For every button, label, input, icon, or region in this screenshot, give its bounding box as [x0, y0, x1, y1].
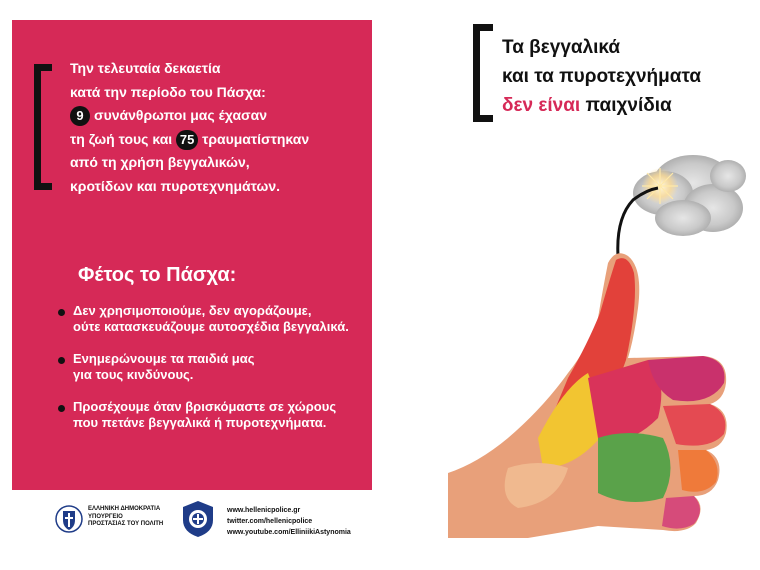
intro-line-text: τη ζωή τους και	[70, 130, 173, 147]
deaths-badge: 9	[70, 106, 90, 126]
twitter-link[interactable]: twitter.com/hellenicpolice	[227, 518, 313, 525]
ministry-label	[88, 506, 163, 529]
injured-badge: 75	[176, 130, 198, 150]
list-item	[58, 399, 358, 431]
intro-text	[70, 57, 365, 198]
list-item	[58, 303, 358, 335]
youtube-link[interactable]: www.youtube.com/ElliniikiAstynomia	[227, 529, 351, 536]
intro-line: Την τελευταία δεκαετία	[70, 60, 221, 76]
footer	[55, 500, 375, 540]
title-line: και τα πυροτεχνήματα	[502, 66, 702, 87]
bracket-decoration	[473, 24, 493, 122]
ministry-line: ΕΛΛΗΝΙΚΗ ΔΗΜΟΚΡΑΤΙΑ	[88, 506, 161, 512]
intro-line: από τη χρήση βεγγαλικών,	[70, 154, 250, 170]
website-link[interactable]: www.hellenicpolice.gr	[227, 507, 301, 514]
bracket-decoration	[34, 64, 52, 190]
list-item	[58, 351, 358, 383]
police-badge-icon	[181, 500, 215, 538]
title-rest: παιχνίδια	[585, 95, 672, 116]
intro-line: κροτίδων και πυροτεχνημάτων.	[70, 177, 280, 194]
bullet-icon	[58, 405, 65, 412]
title-line: Τα βεγγαλικά	[502, 37, 621, 58]
thumbs-up-firework-illustration	[448, 138, 748, 538]
campaign-title	[502, 33, 701, 120]
bullet-icon	[58, 309, 65, 316]
intro-line-text: συνάνθρωποι μας έχασαν	[94, 107, 268, 123]
contact-links	[227, 505, 351, 538]
list-item-text: Δεν χρησιμοποιούμε, δεν αγοράζουμε,	[73, 303, 312, 318]
advice-list	[58, 303, 358, 447]
greek-emblem-icon	[55, 504, 83, 534]
list-item-text: που πετάνε βεγγαλικά ή πυροτεχνήματα.	[73, 415, 327, 430]
intro-line-text: τραυματίστηκαν	[202, 130, 310, 147]
bullet-icon	[58, 357, 65, 364]
list-item-text: Προσέχουμε όταν βρισκόμαστε σε χώρους	[73, 399, 337, 414]
intro-line: κατά την περίοδο του Πάσχα:	[70, 83, 266, 100]
easter-heading: Φέτος το Πάσχα:	[78, 264, 237, 286]
intro-line	[70, 128, 365, 152]
list-item-text: Ενημερώνουμε τα παιδιά μας	[73, 351, 255, 366]
intro-line	[70, 104, 365, 128]
ministry-line: ΠΡΟΣΤΑΣΙΑΣ ΤΟΥ ΠΟΛΙΤΗ	[88, 521, 164, 527]
title-accent: δεν είναι	[502, 95, 581, 116]
title-line	[502, 91, 701, 120]
info-panel	[12, 20, 372, 490]
hand-shape	[448, 253, 727, 538]
list-item-text: ούτε κατασκευάζουμε αυτοσχέδια βεγγαλικά.	[73, 319, 349, 334]
ministry-line: ΥΠΟΥΡΓΕΙΟ	[88, 513, 123, 520]
list-item-text: για τους κινδύνους.	[73, 367, 194, 382]
